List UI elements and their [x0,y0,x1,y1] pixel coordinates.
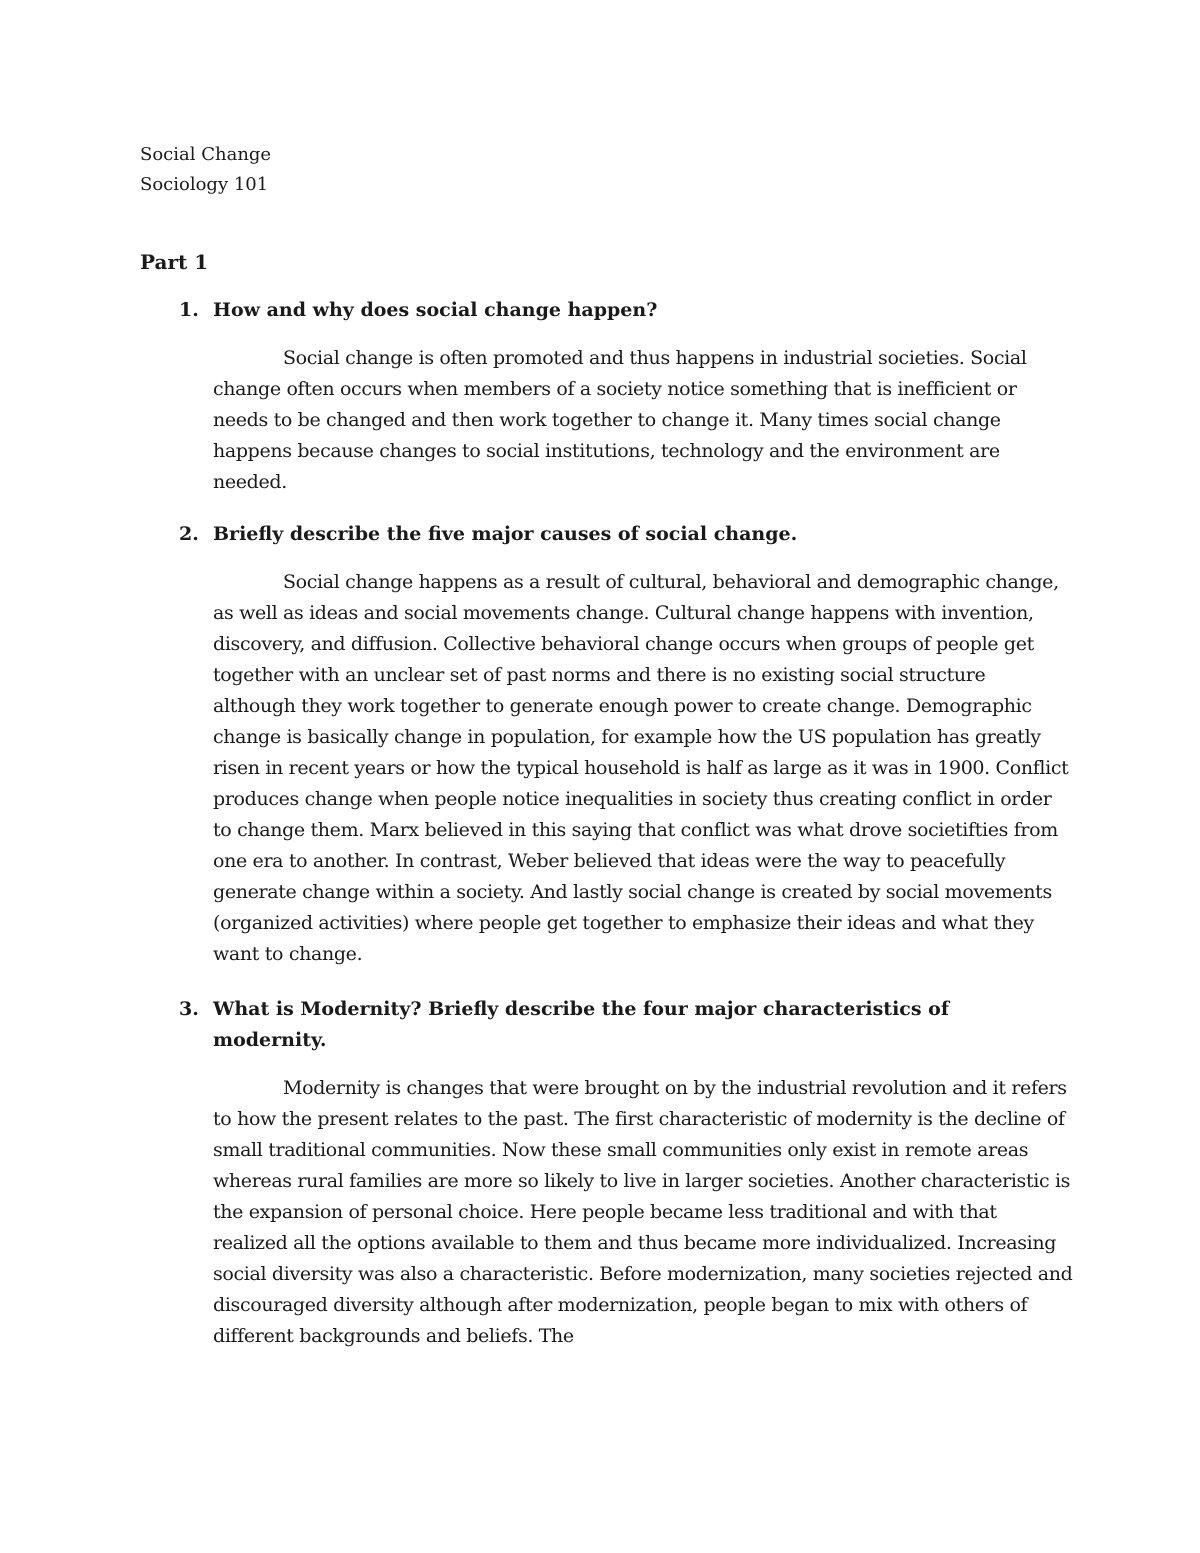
answer-2: Social change happens as a result of cultural, behavioral and demographic change, as well as ideas and social movements change. Cultural change happens with invention, discovery, and diffusion. Collective behavioral change occurs when groups of people get together with an unclear set of past norms and there is no existing social structure although they work together to generate enough power to create change. Demographic change is basically change in population, for example how the US population has greatly risen in recent years or how the typical household is half as large as it was in 1900. Conflict produces change when people notice inequalities in society thus creating conflict in order to change them. Marx believed in this saying that conflict was what drove societifties from one era to another. In contrast, Weber believed that ideas were the way to peacefully generate change within a society. And lastly social change is created by social movements (organized activities) where people get together to emphasize their ideas and what they want to change. [213,571,1069,965]
document-title: Social Change [140,144,272,165]
part-heading: Part 1 [140,250,209,274]
question-3-text: What is Modernity? Briefly describe the four major characteristics of modernity. [213,998,950,1051]
question-3-number: 3. [179,998,199,1020]
answer-3: Modernity is changes that were brought on by the industrial revolution and it refers to how the present relates to the past. The first characteristic of modernity is the decline of small traditional communities. Now these small communities only exist in remote areas whereas rural families are more so likely to live in larger societies. Another characteristic is the expansion of personal choice. Here people became less traditional and with that realized all the options available to them and thus became more individualized. Increasing social diversity was also a characteristic. Before modernization, many societies rejected and discouraged diversity although after modernization, people began to mix with others of different backgrounds and beliefs. The [213,1077,1073,1347]
question-1-text: How and why does social change happen? [213,299,658,321]
question-3 [179,994,1063,1056]
answer-1: Social change is often promoted and thus happens in industrial societies. Social change often occurs when members of a society notice something that is inefficient or needs to be changed and then work together to change it. Many times social change happens because changes to social institutions, technology and the environment are needed. [213,347,1027,493]
course-name: Sociology 101 [140,174,269,195]
question-2 [179,519,1063,550]
question-2-text: Briefly describe the five major causes of social change. [213,523,798,545]
question-1 [179,295,1063,326]
question-2-number: 2. [179,523,199,545]
question-1-number: 1. [179,299,199,321]
